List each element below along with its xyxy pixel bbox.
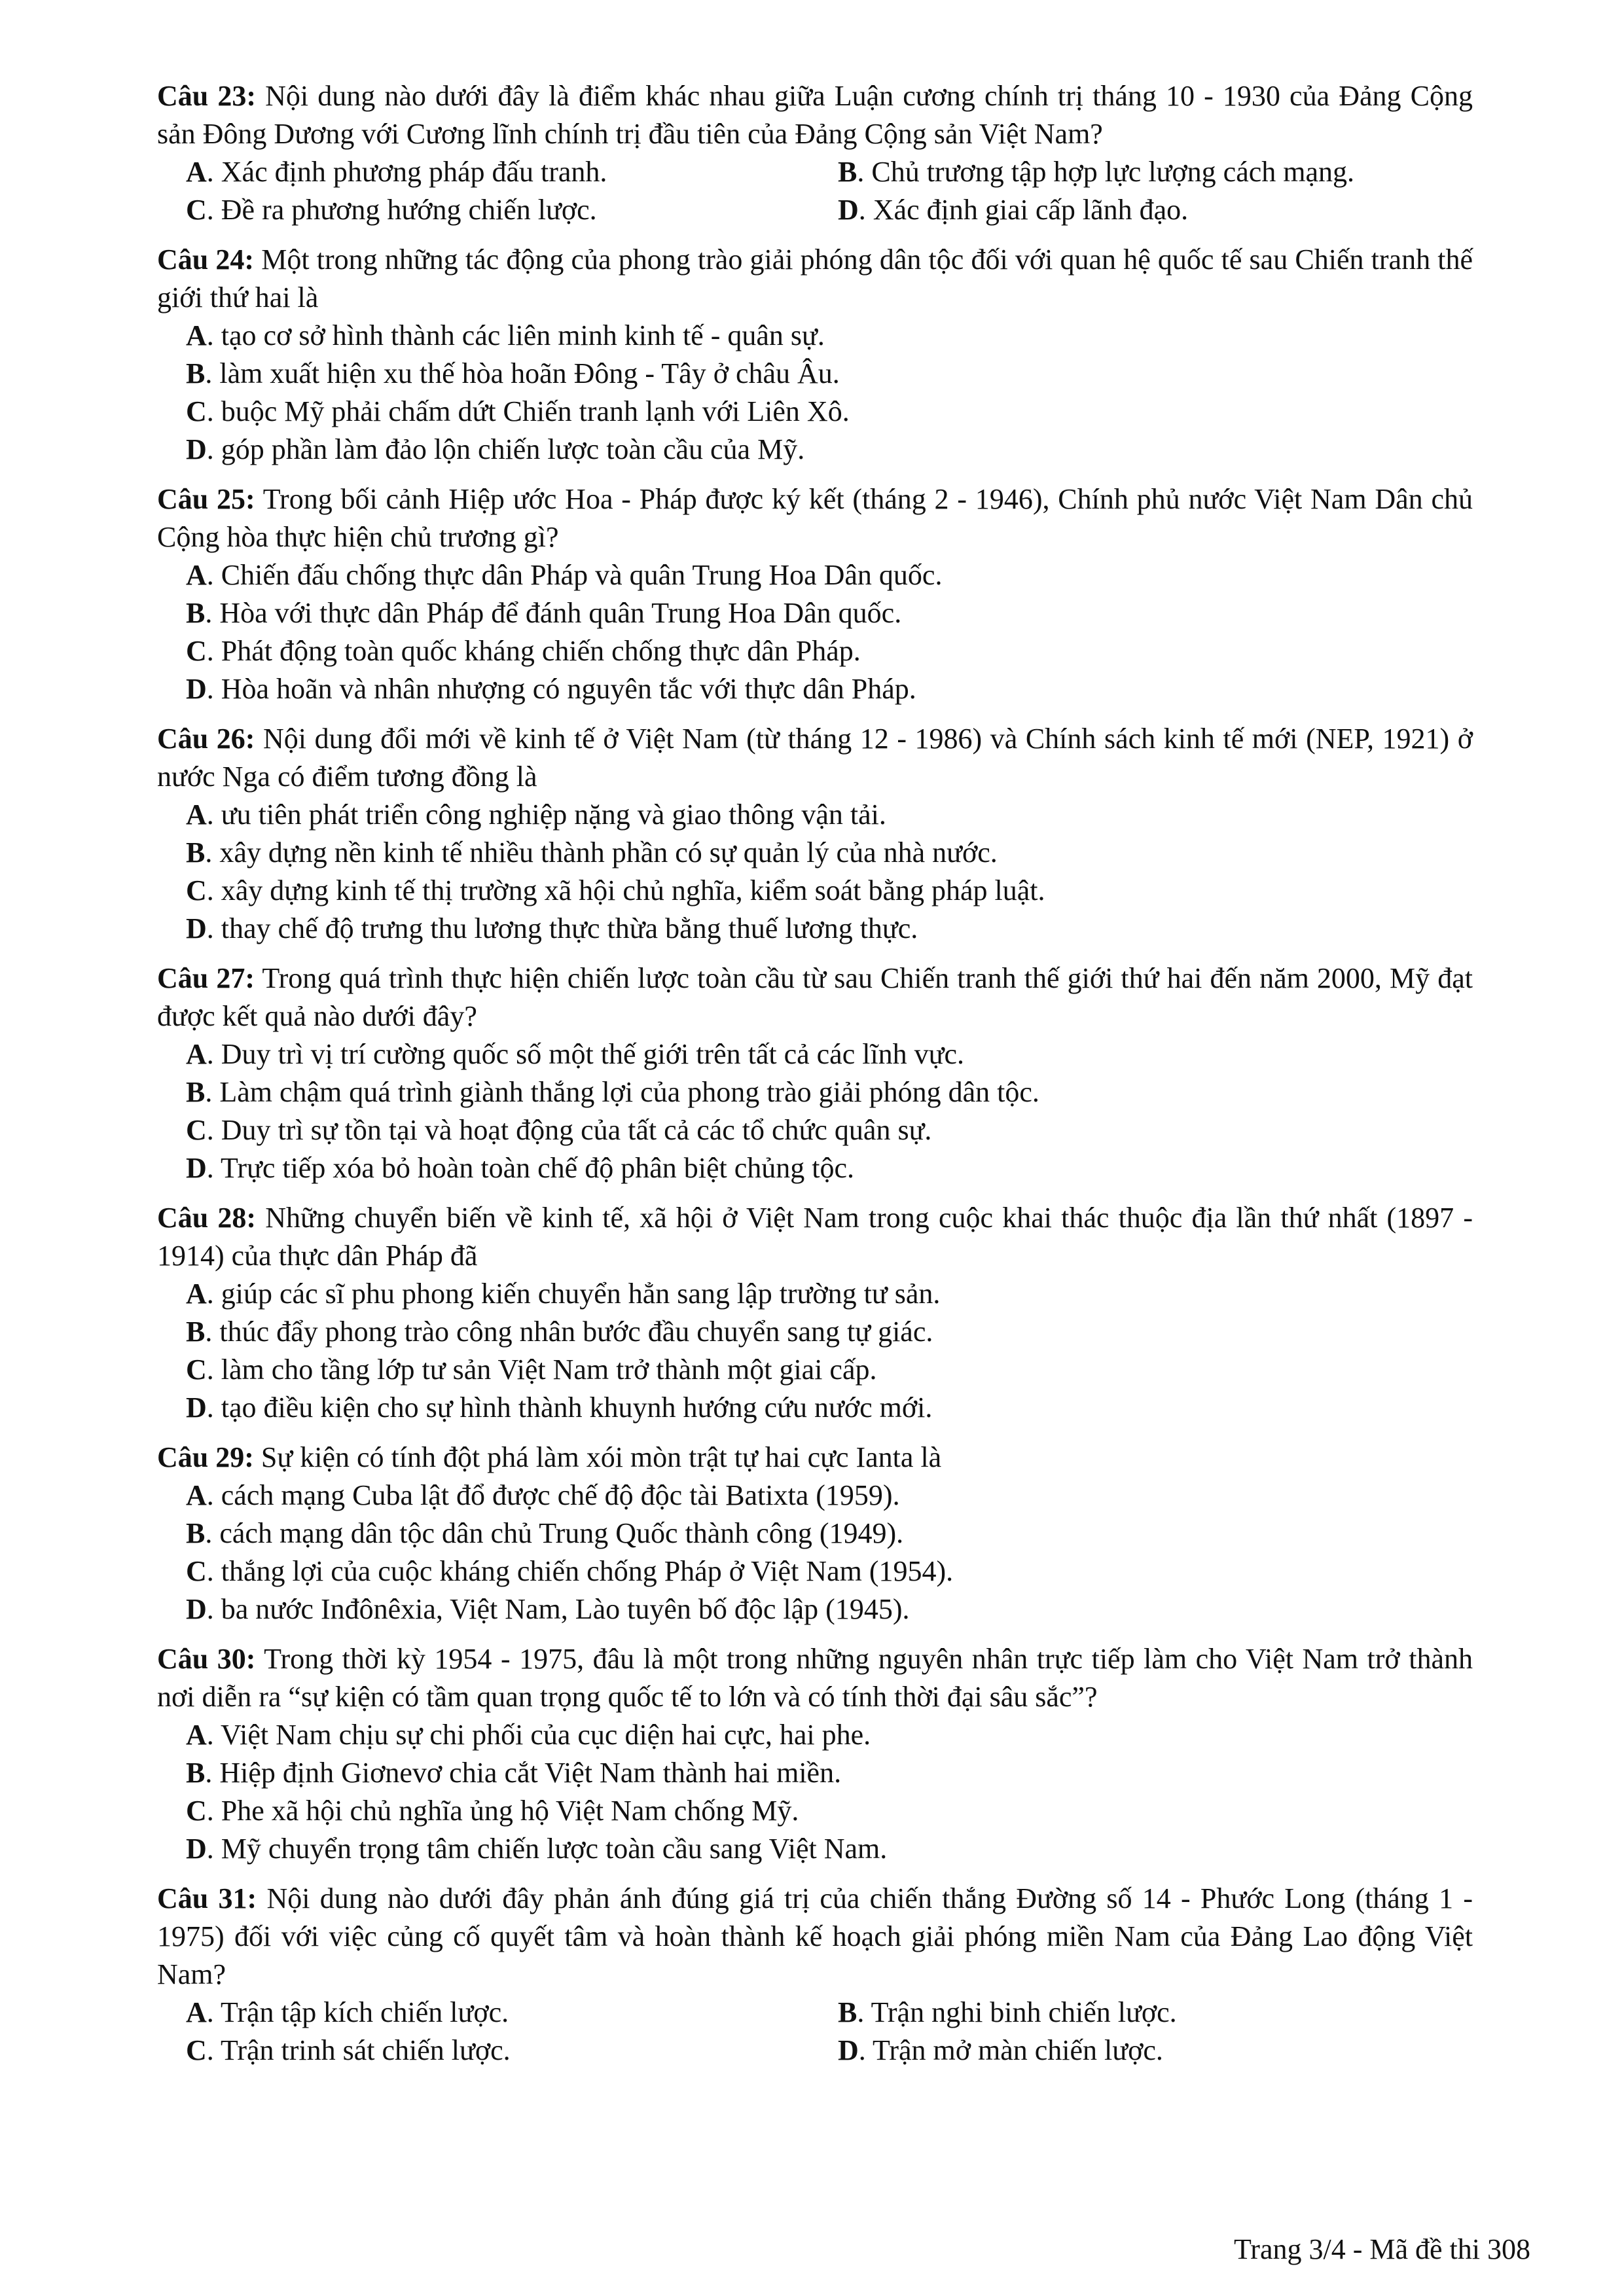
option-text: . Xác định phương pháp đấu tranh.	[206, 156, 607, 188]
option-text: . giúp các sĩ phu phong kiến chuyển hẳn sang lập trường tư sản.	[206, 1278, 941, 1310]
answer-options	[157, 1035, 1473, 1187]
option-letter: A	[186, 1038, 207, 1070]
question-block	[157, 1199, 1473, 1427]
answer-option	[838, 2032, 1473, 2070]
option-text: . Trận trinh sát chiến lược.	[206, 2034, 511, 2066]
option-letter: D	[186, 673, 207, 705]
option-letter: B	[186, 1316, 206, 1348]
answer-option	[157, 1477, 1473, 1515]
question-text: Những chuyển biến về kinh tế, xã hội ở Việt Nam trong cuộc khai thác thuộc địa lần thứ nhất (1897 - 1914) của thực dân Pháp đã	[157, 1202, 1473, 1272]
question-text: Nội dung đổi mới về kinh tế ở Việt Nam (từ tháng 12 - 1986) và Chính sách kinh tế mới (NEP, 1921) ở nước Nga có điểm tương đồng là	[157, 723, 1473, 793]
answer-option	[157, 1716, 1473, 1754]
question-stem	[157, 960, 1473, 1035]
option-text: . ưu tiên phát triển công nghiệp nặng và giao thông vận tải.	[206, 798, 886, 831]
option-letter: C	[186, 1354, 207, 1386]
option-letter: B	[838, 156, 857, 188]
question-stem	[157, 1199, 1473, 1275]
option-letter: B	[186, 357, 206, 389]
answer-options	[157, 556, 1473, 708]
option-text: . Hiệp định Giơnevơ chia cắt Việt Nam thành hai miền.	[205, 1757, 842, 1789]
answer-option	[157, 1275, 1473, 1313]
answer-options	[157, 1716, 1473, 1868]
option-letter: A	[186, 1996, 207, 2028]
option-text: . góp phần làm đảo lộn chiến lược toàn cầu của Mỹ.	[206, 433, 805, 465]
option-text: . Phe xã hội chủ nghĩa ủng hộ Việt Nam chống Mỹ.	[206, 1795, 799, 1827]
option-letter: D	[186, 1833, 207, 1865]
answer-options	[157, 1477, 1473, 1628]
option-text: . Chủ trương tập hợp lực lượng cách mạng.	[857, 156, 1355, 188]
answer-option	[157, 153, 838, 191]
answer-option	[157, 872, 1473, 910]
option-letter: C	[186, 1795, 207, 1827]
option-letter: C	[186, 1114, 207, 1146]
option-letter: D	[838, 194, 859, 226]
question-number: Câu 26:	[157, 723, 255, 755]
answer-option	[157, 1389, 1473, 1427]
question-number: Câu 28:	[157, 1202, 257, 1234]
answer-option	[157, 556, 1473, 594]
question-number: Câu 24:	[157, 243, 255, 276]
option-letter: B	[186, 1757, 206, 1789]
option-text: . làm cho tầng lớp tư sản Việt Nam trở thành một giai cấp.	[206, 1354, 877, 1386]
answer-option	[157, 1111, 1473, 1149]
answer-option	[157, 191, 838, 229]
answer-options	[157, 153, 1473, 229]
option-text: . thúc đẩy phong trào công nhân bước đầu chuyển sang tự giác.	[205, 1316, 933, 1348]
option-text: . Hòa hoãn và nhân nhượng có nguyên tắc với thực dân Pháp.	[206, 673, 916, 705]
question-text: Một trong những tác động của phong trào giải phóng dân tộc đối với quan hệ quốc tế sau Chiến tranh thế giới thứ hai là	[157, 243, 1473, 314]
question-stem	[157, 720, 1473, 796]
question-text: Nội dung nào dưới đây là điểm khác nhau giữa Luận cương chính trị tháng 10 - 1930 của Đảng Cộng sản Đông Dương với Cương lĩnh chính trị đầu tiên của Đảng Cộng sản Việt Nam?	[157, 80, 1473, 150]
option-letter: A	[186, 1719, 207, 1751]
option-letter: B	[186, 597, 206, 629]
option-letter: B	[186, 836, 206, 869]
question-block	[157, 77, 1473, 229]
answer-options	[157, 1994, 1473, 2070]
question-stem	[157, 1880, 1473, 1994]
option-letter: D	[186, 1152, 207, 1184]
question-text: Sự kiện có tính đột phá làm xói mòn trật tự hai cực Ianta là	[261, 1441, 942, 1473]
answer-option	[157, 1590, 1473, 1628]
answer-option	[157, 1994, 838, 2032]
option-text: . Trận mở màn chiến lược.	[858, 2034, 1163, 2066]
option-letter: A	[186, 798, 207, 831]
option-text: . Phát động toàn quốc kháng chiến chống thực dân Pháp.	[206, 635, 861, 667]
option-letter: C	[186, 635, 207, 667]
question-number: Câu 29:	[157, 1441, 254, 1473]
answer-options	[157, 1275, 1473, 1427]
option-text: . Việt Nam chịu sự chi phối của cục diện hai cực, hai phe.	[206, 1719, 871, 1751]
option-text: . làm xuất hiện xu thế hòa hoãn Đông - Tây ở châu Âu.	[205, 357, 840, 389]
question-block	[157, 1880, 1473, 2070]
option-text: . thay chế độ trưng thu lương thực thừa bằng thuế lương thực.	[206, 912, 918, 944]
answer-option	[157, 1073, 1473, 1111]
answer-option	[838, 1994, 1473, 2032]
option-letter: A	[186, 559, 207, 591]
answer-options	[157, 796, 1473, 948]
answer-option	[157, 670, 1473, 708]
option-letter: C	[186, 2034, 207, 2066]
question-stem	[157, 480, 1473, 556]
answer-option	[157, 355, 1473, 393]
option-text: . Duy trì sự tồn tại và hoạt động của tất cả các tổ chức quân sự.	[206, 1114, 932, 1146]
question-text: Trong thời kỳ 1954 - 1975, đâu là một trong những nguyên nhân trực tiếp làm cho Việt Nam trở thành nơi diễn ra “sự kiện có tầm quan trọng quốc tế to lớn và có tính thời đại sâu sắc”?	[157, 1643, 1473, 1713]
option-text: . tạo cơ sở hình thành các liên minh kinh tế - quân sự.	[206, 319, 825, 351]
answer-option	[838, 191, 1473, 229]
option-text: . xây dựng nền kinh tế nhiều thành phần có sự quản lý của nhà nước.	[205, 836, 998, 869]
question-text: Nội dung nào dưới đây phản ánh đúng giá trị của chiến thắng Đường số 14 - Phước Long (tháng 1 - 1975) đối với việc củng cố quyết tâm và hoàn thành kế hoạch giải phóng miền Nam của Đảng Lao động Việt Nam?	[157, 1882, 1473, 1990]
option-text: . Làm chậm quá trình giành thắng lợi của phong trào giải phóng dân tộc.	[205, 1076, 1039, 1108]
option-letter: B	[838, 1996, 857, 2028]
option-text: . buộc Mỹ phải chấm dứt Chiến tranh lạnh với Liên Xô.	[206, 395, 850, 427]
question-block	[157, 1439, 1473, 1628]
question-stem	[157, 241, 1473, 317]
answer-option	[157, 1830, 1473, 1868]
option-letter: D	[186, 1593, 207, 1625]
answer-option	[157, 1313, 1473, 1351]
answer-option	[157, 393, 1473, 431]
option-text: . Xác định giai cấp lãnh đạo.	[858, 194, 1189, 226]
question-text: Trong quá trình thực hiện chiến lược toàn cầu từ sau Chiến tranh thế giới thứ hai đến năm 2000, Mỹ đạt được kết quả nào dưới đây?	[157, 962, 1473, 1032]
option-text: . cách mạng Cuba lật đổ được chế độ độc tài Batixta (1959).	[206, 1479, 900, 1511]
option-text: . Trận nghi binh chiến lược.	[857, 1996, 1177, 2028]
option-text: . Duy trì vị trí cường quốc số một thế giới trên tất cả các lĩnh vực.	[206, 1038, 965, 1070]
option-text: . thắng lợi của cuộc kháng chiến chống Pháp ở Việt Nam (1954).	[206, 1555, 954, 1587]
option-text: . cách mạng dân tộc dân chủ Trung Quốc thành công (1949).	[205, 1517, 904, 1549]
answer-option	[157, 2032, 838, 2070]
option-letter: B	[186, 1517, 206, 1549]
answer-option	[157, 1754, 1473, 1792]
exam-page	[157, 77, 1473, 2081]
option-text: . Mỹ chuyển trọng tâm chiến lược toàn cầu sang Việt Nam.	[206, 1833, 888, 1865]
question-block	[157, 241, 1473, 469]
question-text: Trong bối cảnh Hiệp ước Hoa - Pháp được ký kết (tháng 2 - 1946), Chính phủ nước Việt Nam Dân chủ Cộng hòa thực hiện chủ trương gì?	[157, 483, 1473, 553]
question-stem	[157, 1640, 1473, 1716]
page-footer: Trang 3/4 - Mã đề thi 308	[1233, 2233, 1530, 2265]
option-letter: B	[186, 1076, 206, 1108]
option-letter: C	[186, 874, 207, 906]
option-letter: D	[186, 433, 207, 465]
answer-options	[157, 317, 1473, 469]
option-text: . xây dựng kinh tế thị trường xã hội chủ nghĩa, kiểm soát bằng pháp luật.	[206, 874, 1045, 906]
option-letter: C	[186, 194, 207, 226]
question-stem	[157, 1439, 1473, 1477]
option-letter: D	[186, 1391, 207, 1424]
question-block	[157, 1640, 1473, 1868]
answer-option	[157, 431, 1473, 469]
answer-option	[157, 317, 1473, 355]
option-letter: A	[186, 319, 207, 351]
question-block	[157, 480, 1473, 708]
answer-option	[157, 796, 1473, 834]
option-letter: C	[186, 395, 207, 427]
option-text: . Trận tập kích chiến lược.	[206, 1996, 509, 2028]
answer-option	[157, 834, 1473, 872]
answer-option	[157, 594, 1473, 632]
question-number: Câu 23:	[157, 80, 257, 112]
option-letter: D	[838, 2034, 859, 2066]
answer-option	[157, 1351, 1473, 1389]
option-text: . Hòa với thực dân Pháp để đánh quân Trung Hoa Dân quốc.	[205, 597, 902, 629]
option-text: . Chiến đấu chống thực dân Pháp và quân Trung Hoa Dân quốc.	[206, 559, 943, 591]
answer-option	[157, 910, 1473, 948]
question-block	[157, 720, 1473, 948]
option-text: . Đề ra phương hướng chiến lược.	[206, 194, 597, 226]
option-letter: D	[186, 912, 207, 944]
option-text: . tạo điều kiện cho sự hình thành khuynh hướng cứu nước mới.	[206, 1391, 933, 1424]
question-block	[157, 960, 1473, 1187]
option-letter: A	[186, 156, 207, 188]
answer-option	[157, 1035, 1473, 1073]
answer-option	[157, 1149, 1473, 1187]
option-text: . Trực tiếp xóa bỏ hoàn toàn chế độ phân biệt chủng tộc.	[206, 1152, 854, 1184]
answer-option	[157, 1515, 1473, 1552]
option-text: . ba nước Inđônêxia, Việt Nam, Lào tuyên bố độc lập (1945).	[206, 1593, 910, 1625]
question-number: Câu 31:	[157, 1882, 257, 1914]
question-stem	[157, 77, 1473, 153]
question-number: Câu 30:	[157, 1643, 256, 1675]
answer-option	[157, 1552, 1473, 1590]
answer-option	[157, 632, 1473, 670]
option-letter: C	[186, 1555, 207, 1587]
question-number: Câu 25:	[157, 483, 255, 515]
answer-option	[157, 1792, 1473, 1830]
question-number: Câu 27:	[157, 962, 255, 994]
option-letter: A	[186, 1278, 207, 1310]
answer-option	[838, 153, 1473, 191]
option-letter: A	[186, 1479, 207, 1511]
